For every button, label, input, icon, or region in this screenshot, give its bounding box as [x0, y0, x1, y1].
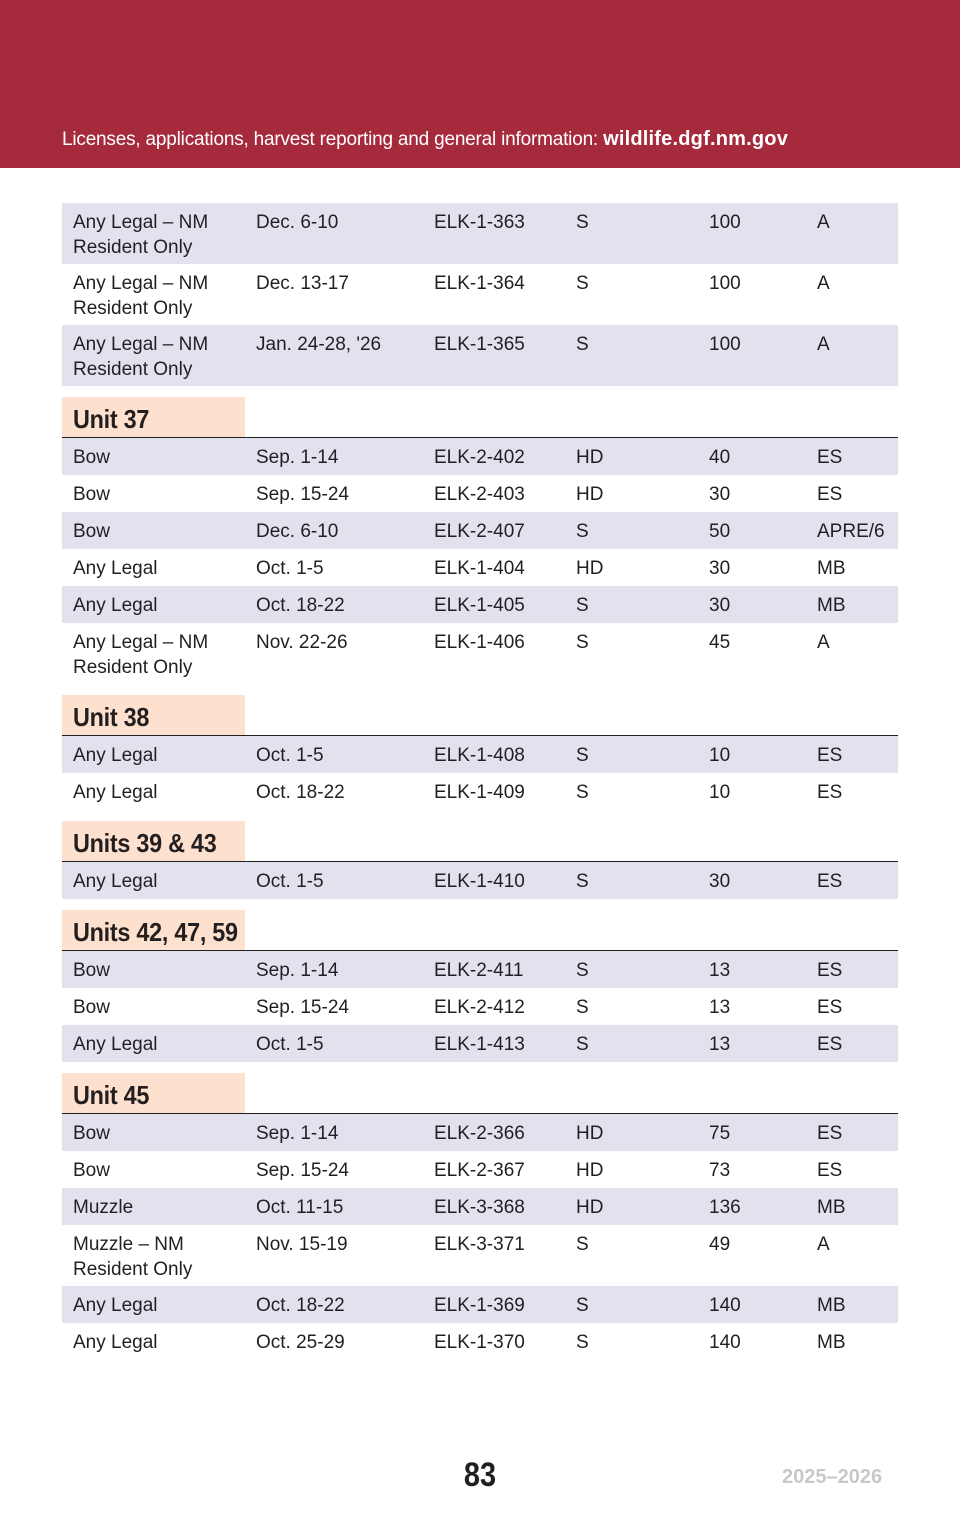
draw-code-cell: ES — [817, 484, 843, 505]
table-row — [62, 951, 898, 988]
dates-cell: Sep. 1-14 — [256, 447, 339, 468]
hunt-type-cell: Any Legal — [73, 1332, 158, 1353]
table-row — [62, 1188, 898, 1225]
hunt-code-cell: ELK-1-369 — [434, 1295, 525, 1316]
table-row — [62, 512, 898, 549]
table-row — [62, 623, 898, 684]
draw-code-cell: MB — [817, 595, 846, 616]
unit-label — [62, 821, 245, 861]
licenses-cell: 30 — [709, 558, 731, 579]
draw-code-cell: ES — [817, 1160, 843, 1181]
licenses-cell: 30 — [709, 484, 731, 505]
dates-cell: Oct. 18-22 — [256, 595, 345, 616]
hunt-code-cell: ELK-1-370 — [434, 1332, 525, 1353]
dates-cell: Sep. 1-14 — [256, 960, 339, 981]
unit-header — [62, 822, 898, 862]
hunt-code-cell: ELK-2-412 — [434, 997, 525, 1018]
dates-cell: Oct. 18-22 — [256, 1295, 345, 1316]
table-row — [62, 1025, 898, 1062]
dates-cell: Oct. 11-15 — [256, 1197, 344, 1218]
bag-limit-cell: S — [576, 997, 589, 1018]
table-row — [62, 1225, 898, 1286]
unit-title: Unit 37 — [73, 404, 150, 434]
dates-cell: Dec. 6-10 — [256, 521, 339, 542]
hunt-code-cell: ELK-1-363 — [434, 212, 525, 233]
licenses-cell: 140 — [709, 1332, 741, 1353]
bag-limit-cell: S — [576, 745, 589, 766]
table-row — [62, 549, 898, 586]
draw-code-cell: A — [817, 273, 830, 294]
hunt-type-cell: Any Legal – NM Resident Only — [73, 273, 209, 319]
draw-code-cell: APRE/6 — [817, 521, 885, 542]
draw-code-cell: ES — [817, 782, 843, 803]
hunt-type-cell: Muzzle — [73, 1197, 134, 1218]
table-row — [62, 1151, 898, 1188]
bag-limit-cell: S — [576, 782, 589, 803]
table-row — [62, 773, 898, 810]
unit-title: Units 42, 47, 59 — [73, 917, 238, 947]
licenses-cell: 13 — [709, 997, 731, 1018]
bag-limit-cell: S — [576, 1332, 589, 1353]
hunt-type-cell: Bow — [73, 1160, 110, 1181]
unit-title: Units 39 & 43 — [73, 828, 217, 858]
licenses-cell: 13 — [709, 1034, 731, 1055]
licenses-cell: 140 — [709, 1295, 741, 1316]
header-info-text: Licenses, applications, harvest reporting and general information: — [62, 129, 599, 150]
draw-code-cell: MB — [817, 1295, 846, 1316]
hunt-code-cell: ELK-1-406 — [434, 632, 525, 653]
licenses-cell: 10 — [709, 782, 731, 803]
hunt-code-cell: ELK-2-402 — [434, 447, 525, 468]
unit-header — [62, 1074, 898, 1114]
hunt-type-cell: Bow — [73, 484, 110, 505]
hunt-code-cell: ELK-1-404 — [434, 558, 525, 579]
bag-limit-cell: HD — [576, 1123, 604, 1144]
hunt-type-cell: Any Legal — [73, 1295, 158, 1316]
hunt-type-cell: Bow — [73, 521, 110, 542]
dates-cell: Sep. 15-24 — [256, 484, 349, 505]
dates-cell: Nov. 22-26 — [256, 632, 348, 653]
table-row — [62, 1114, 898, 1151]
hunt-code-cell: ELK-1-413 — [434, 1034, 525, 1055]
draw-code-cell: ES — [817, 960, 843, 981]
bag-limit-cell: HD — [576, 447, 604, 468]
dates-cell: Oct. 1-5 — [256, 1034, 324, 1055]
hunt-code-cell: ELK-1-408 — [434, 745, 525, 766]
dates-cell: Dec. 6-10 — [256, 212, 339, 233]
licenses-cell: 100 — [709, 212, 741, 233]
page-number: 83 — [463, 1456, 497, 1494]
licenses-cell: 136 — [709, 1197, 741, 1218]
draw-code-cell: MB — [817, 558, 846, 579]
draw-code-cell: ES — [817, 997, 843, 1018]
licenses-cell: 75 — [709, 1123, 731, 1144]
table-row — [62, 1323, 898, 1360]
table-row — [62, 862, 898, 899]
bag-limit-cell: HD — [576, 558, 604, 579]
hunt-type-cell: Any Legal — [73, 1034, 158, 1055]
unit-title: Unit 45 — [73, 1080, 150, 1110]
hunt-type-cell: Any Legal – NM Resident Only — [73, 632, 209, 678]
hunt-type-cell: Any Legal — [73, 745, 158, 766]
licenses-cell: 73 — [709, 1160, 731, 1181]
bag-limit-cell: S — [576, 595, 589, 616]
hunt-type-cell: Any Legal — [73, 782, 158, 803]
unit-title: Unit 38 — [73, 702, 150, 732]
draw-code-cell: MB — [817, 1332, 846, 1353]
hunt-code-cell: ELK-3-371 — [434, 1234, 525, 1255]
dates-cell: Sep. 15-24 — [256, 1160, 349, 1181]
website-link[interactable]: wildlife.dgf.nm.gov — [603, 128, 789, 150]
hunt-type-cell: Any Legal – NM Resident Only — [73, 334, 209, 380]
licenses-cell: 40 — [709, 447, 731, 468]
draw-code-cell: ES — [817, 1123, 843, 1144]
bag-limit-cell: S — [576, 212, 589, 233]
hunt-type-cell: Any Legal — [73, 595, 158, 616]
draw-code-cell: A — [817, 1234, 830, 1255]
unit-header — [62, 398, 898, 438]
dates-cell: Dec. 13-17 — [256, 273, 349, 294]
table-row — [62, 736, 898, 773]
dates-cell: Oct. 1-5 — [256, 745, 324, 766]
hunt-code-cell: ELK-1-405 — [434, 595, 525, 616]
hunt-code-cell: ELK-2-411 — [434, 960, 524, 981]
hunt-code-cell: ELK-2-407 — [434, 521, 525, 542]
header-banner — [0, 0, 960, 168]
hunt-code-cell: ELK-1-364 — [434, 273, 525, 294]
dates-cell: Oct. 1-5 — [256, 871, 324, 892]
hunt-type-cell: Bow — [73, 997, 110, 1018]
dates-cell: Oct. 18-22 — [256, 782, 345, 803]
bag-limit-cell: S — [576, 632, 589, 653]
hunt-type-cell: Bow — [73, 447, 110, 468]
unit-label — [62, 1073, 245, 1113]
table-row — [62, 264, 898, 325]
licenses-cell: 50 — [709, 521, 731, 542]
hunt-type-cell: Bow — [73, 960, 110, 981]
header-info — [62, 128, 788, 151]
hunt-type-cell: Muzzle – NM Resident Only — [73, 1234, 193, 1280]
hunt-type-cell: Any Legal — [73, 558, 158, 579]
table-row — [62, 988, 898, 1025]
dates-cell: Sep. 15-24 — [256, 997, 349, 1018]
table-row — [62, 1286, 898, 1323]
licenses-cell: 45 — [709, 632, 731, 653]
dates-cell: Nov. 15-19 — [256, 1234, 348, 1255]
hunt-code-cell: ELK-2-403 — [434, 484, 525, 505]
licenses-cell: 100 — [709, 273, 741, 294]
hunt-type-cell: Bow — [73, 1123, 110, 1144]
hunt-code-cell: ELK-1-410 — [434, 871, 525, 892]
bag-limit-cell: HD — [576, 1197, 604, 1218]
table-row — [62, 475, 898, 512]
licenses-cell: 30 — [709, 871, 731, 892]
table-row — [62, 586, 898, 623]
bag-limit-cell: S — [576, 1034, 589, 1055]
bag-limit-cell: S — [576, 521, 589, 542]
bag-limit-cell: S — [576, 273, 589, 294]
season-label: 2025–2026 — [782, 1466, 883, 1488]
hunt-code-cell: ELK-2-366 — [434, 1123, 525, 1144]
hunt-type-cell: Any Legal — [73, 871, 158, 892]
hunt-code-cell: ELK-1-409 — [434, 782, 525, 803]
licenses-cell: 13 — [709, 960, 731, 981]
hunt-code-cell: ELK-3-368 — [434, 1197, 525, 1218]
table-row — [62, 325, 898, 386]
licenses-cell: 49 — [709, 1234, 731, 1255]
bag-limit-cell: HD — [576, 484, 604, 505]
hunt-code-cell: ELK-1-365 — [434, 334, 525, 355]
draw-code-cell: A — [817, 212, 830, 233]
draw-code-cell: ES — [817, 447, 843, 468]
table-row — [62, 203, 898, 264]
licenses-cell: 30 — [709, 595, 731, 616]
draw-code-cell: A — [817, 334, 830, 355]
dates-cell: Oct. 25-29 — [256, 1332, 345, 1353]
licenses-cell: 100 — [709, 334, 741, 355]
dates-cell: Sep. 1-14 — [256, 1123, 339, 1144]
bag-limit-cell: HD — [576, 1160, 604, 1181]
bag-limit-cell: S — [576, 960, 589, 981]
bag-limit-cell: S — [576, 871, 589, 892]
draw-code-cell: ES — [817, 745, 843, 766]
hunt-type-cell: Any Legal – NM Resident Only — [73, 212, 209, 258]
draw-code-cell: ES — [817, 1034, 843, 1055]
draw-code-cell: A — [817, 632, 830, 653]
dates-cell: Oct. 1-5 — [256, 558, 324, 579]
unit-header — [62, 911, 898, 951]
draw-code-cell: MB — [817, 1197, 846, 1218]
hunt-code-cell: ELK-2-367 — [434, 1160, 525, 1181]
unit-label — [62, 695, 245, 735]
licenses-cell: 10 — [709, 745, 731, 766]
bag-limit-cell: S — [576, 334, 589, 355]
dates-cell: Jan. 24-28, '26 — [256, 334, 382, 355]
bag-limit-cell: S — [576, 1234, 589, 1255]
unit-label — [62, 910, 245, 950]
table-row — [62, 438, 898, 475]
elk-hunt-table — [62, 203, 898, 1360]
unit-label — [62, 397, 245, 437]
bag-limit-cell: S — [576, 1295, 589, 1316]
unit-header — [62, 696, 898, 736]
draw-code-cell: ES — [817, 871, 843, 892]
